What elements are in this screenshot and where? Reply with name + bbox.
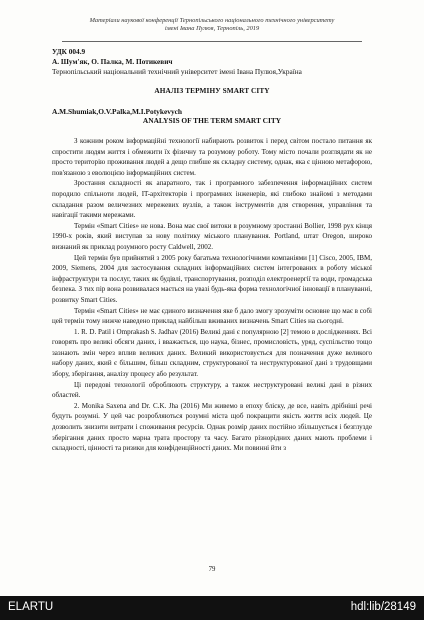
title-en: ANALYSIS OF THE TERM SMART CITY: [142, 116, 282, 125]
handle-id: hdl:lib/28149: [350, 601, 416, 613]
authors-en: A.M.Shumiak,O.V.Palka,M.I.Potykevych: [52, 107, 183, 116]
paragraph: Термін «Smart Cities» не має єдиного визначення яке б дало змогу зрозуміти основне що має в собі цей термін тому нижче наведено приклад найбільш вживаних визначень Smart Cities на сьогодні.: [52, 306, 372, 326]
paragraph: Цей термін був прийнятий з 2005 року багатьма технологічними компаніями [1] Cisco, 2005, IBM, 2009, Siemens, 2004 для застосування складних інформаційних систем інтегрованих в роботу міської інфраструктури та послуг, таких як будівлі, транспортування, розподіл електроенергії та води, громадська безпека. З тих пір вона розвивалася мається на увазі будь-яка форма технологічної інновації в плануванні, розвитку Smart Cities.: [52, 253, 372, 304]
paragraph: Зростання складності як апаратного, так і програмного забезпечення інформаційних систем породило спільноти людей, IT-архітекторів і програмних інженерів, які глибоко знайомі з методами складання разом величезних мережевих вузлів, а також інструментів для створення, управління та навігації такими мережами.: [52, 179, 372, 220]
paragraph: З кожним роком інформаційні технології набирають розвиток і перед світом постало питання як спростити людям життя і обмежити їх фізичну та розумову роботу. Тому місто почали розглядати як не просто територію проживання людей а дещо глибше як складну систему, однак, яка є цінною метафорою, пов'язаною з еволюцією інформаційних систем.: [52, 137, 372, 177]
conference-header: [0, 17, 424, 33]
paragraph: 2. Monika Saxena and Dr. C.K. Jha (2016) Ми живемо в епоху бліску, де все, навіть дрібніші речі будуть розумні. У цей час розробляються розумні міста щоб покращити якість життя всіх людей. Це дозволить знизити витрати і споживання ресурсів. Однак розмір даних постійно збільшується і безглузде зберігання даних просто марна трата простору та часу. Багато різнорідних даних мають проблеми і складності, цінності та ризики для конфіденційності даних. Ми повинні йти з: [52, 401, 372, 453]
header-line-1: Матеріали наукової конференції Тернопільського національного технічного університету: [89, 17, 335, 24]
repository-footer: [0, 596, 424, 620]
article-body: [52, 136, 372, 454]
affiliation: Тернопільський національний технічний університет імені Івана Пулюя,Україна: [52, 67, 302, 76]
header-divider: [62, 41, 362, 42]
paragraph: Термін «Smart Cities» не нова. Вона має свої витоки в розумному зростанні Bollier, 1998 рух кінця 1990-х років, який виступав за нову політику міського планування. Portland, штат Oregon, широко визнаний як приклад розумного росту Caldwell, 2002.: [52, 221, 372, 251]
udk-code: УДК 004.9: [52, 47, 86, 56]
title-ua: АНАЛІЗ ТЕРМІНУ SMART CITY: [154, 86, 270, 95]
repository-name: ELARTU: [8, 601, 54, 613]
page-number: 79: [208, 566, 216, 573]
paragraph: 1. R. D. Patil і Omprakash S. Jadhav (2016) Великі дані є популярною [2] темою в дослідженнях. Всі говорять про великі обсяги даних, і вважається, що наука, бізнес, промисловість, уряд, суспільство тощо зазнають змін через вплив великих даних. Великий використовується для позначення дуже великого набору даних, який є більшим, більш складним, структурованої та неструктурованої дані з трудовщами збору, зберігання, аналізу процесу або результат.: [52, 327, 372, 379]
authors-ua: А. Шум'як, О. Палка, М. Потикевич: [52, 57, 173, 66]
paragraph: Ці передові технології оброблюють структуру, а також неструктуровані великі дані в різних областей.: [52, 380, 372, 400]
header-line-2: імені Івана Пулюя, Тернопіль, 2019: [164, 25, 260, 32]
